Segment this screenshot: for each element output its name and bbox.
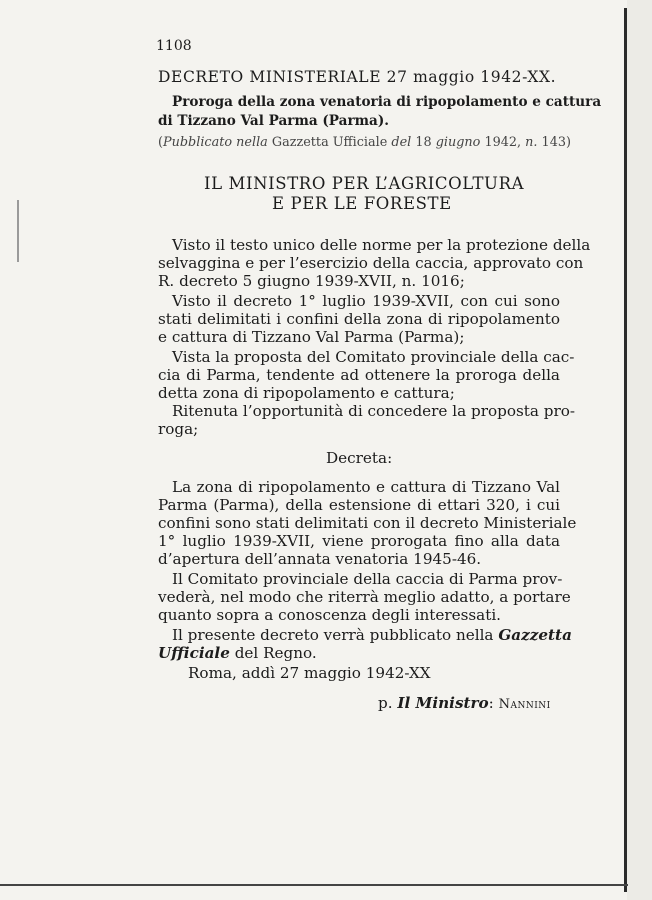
preamble-line: cia di Parma, tendente ad ottenere la proroga della xyxy=(158,366,560,384)
closing-line-1 xyxy=(172,626,572,644)
decree-heading: DECRETO MINISTERIALE 27 maggio 1942-XX. xyxy=(158,68,557,86)
page-bottom-edge xyxy=(0,884,628,886)
pub-n: n. xyxy=(525,135,538,150)
pub-number: 143) xyxy=(541,135,571,150)
preamble-line: stati delimitati i confini della zona di ripopolamento xyxy=(158,310,560,328)
body-line: 1° luglio 1939-XVII, viene prorogata fino alla data xyxy=(158,532,560,550)
preamble-line: Vista la proposta del Comitato provinciale della cac- xyxy=(172,348,575,366)
pub-pubblicato: Pubblicato xyxy=(163,135,233,150)
closing-gazzetta: Gazzetta xyxy=(498,626,572,644)
pub-nella: nella xyxy=(236,135,268,150)
margin-mark xyxy=(17,200,19,262)
pub-year: 1942, xyxy=(484,135,522,150)
preamble-line: Visto il decreto 1° luglio 1939-XVII, con cui sono xyxy=(172,292,560,310)
preamble-line: Visto il testo unico delle norme per la protezione della xyxy=(172,236,591,254)
preamble-line: e cattura di Tizzano Val Parma (Parma); xyxy=(158,328,465,346)
page-binding-edge xyxy=(624,8,627,892)
closing-line-2 xyxy=(158,644,317,662)
preamble-line: selvaggina e per l’esercizio della caccia, approvato con xyxy=(158,254,584,272)
signature-colon: : xyxy=(488,694,494,712)
body-line: d’apertura dell’annata venatoria 1945-46. xyxy=(158,550,482,568)
pub-open: ( xyxy=(158,135,163,150)
body-line: Parma (Parma), della estensione di ettari 320, i cui xyxy=(158,496,560,514)
pub-del: del xyxy=(391,135,412,150)
minister-title-line-2: E PER LE FORESTE xyxy=(272,194,452,213)
pub-day: 18 xyxy=(415,135,432,150)
adjacent-page-edge xyxy=(627,0,652,900)
preamble-line: detta zona di ripopolamento e cattura; xyxy=(158,384,455,402)
subject-line-2: di Tizzano Val Parma (Parma). xyxy=(158,113,389,129)
preamble-line: Ritenuta l’opportunità di concedere la proposta pro- xyxy=(172,402,576,420)
preamble-line: roga; xyxy=(158,420,199,438)
publication-note xyxy=(158,134,571,152)
body-line: vederà, nel modo che riterrà meglio adatto, a portare xyxy=(158,588,571,606)
body-line: quanto sopra a conoscenza degli interessati. xyxy=(158,606,502,624)
closing-text: Il presente decreto verrà pubblicato nella xyxy=(172,626,494,644)
body-line: confini sono stati delimitati con il decreto Ministeriale xyxy=(158,514,577,532)
page-number: 1108 xyxy=(156,38,192,54)
signature-name: Nannini xyxy=(498,697,551,712)
minister-title-line-1: IL MINISTRO PER L’AGRICOLTURA xyxy=(204,174,525,193)
subject-line-1: Proroga della zona venatoria di ripopolamento e cattura xyxy=(172,94,602,110)
pub-giugno: giugno xyxy=(435,135,481,150)
place-date: Roma, addì 27 maggio 1942-XX xyxy=(188,664,431,682)
signature xyxy=(378,694,551,714)
closing-ufficiale: Ufficiale xyxy=(158,644,230,662)
body-line: La zona di ripopolamento e cattura di Tizzano Val xyxy=(172,478,560,496)
signature-prefix: p. xyxy=(378,694,393,712)
body-line: Il Comitato provinciale della caccia di Parma prov- xyxy=(172,570,563,588)
pub-gazzetta: Gazzetta Ufficiale xyxy=(271,135,388,150)
signature-il-ministro: Il Ministro xyxy=(397,694,489,712)
preamble-line: R. decreto 5 giugno 1939-XVII, n. 1016; xyxy=(158,272,465,290)
closing-rest: del Regno. xyxy=(234,644,317,662)
decreta-heading: Decreta: xyxy=(326,449,393,467)
